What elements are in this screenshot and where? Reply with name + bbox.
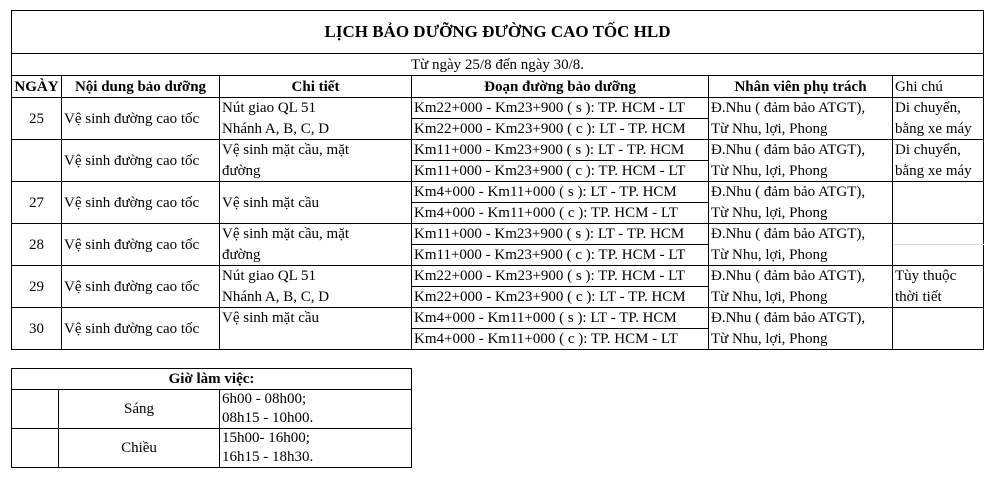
morning-time-2: 08h15 - 10h00.: [220, 409, 412, 429]
segment-cell: Km4+000 - Km11+000 ( s ): LT - TP. HCM: [412, 182, 709, 203]
note-cell: thời tiết: [893, 287, 984, 308]
segment-cell: Km4+000 - Km11+000 ( c ): TP. HCM - LT: [412, 329, 709, 350]
afternoon-time-2: 16h15 - 18h30.: [220, 448, 412, 468]
note-cell: bằng xe máy: [893, 161, 984, 182]
schedule-table: [11, 10, 984, 350]
hours-blank: [12, 429, 59, 468]
content-cell: Vệ sinh đường cao tốc: [62, 140, 220, 182]
note-cell: Di chuyển,: [893, 140, 984, 161]
day-cell: 30: [12, 308, 62, 350]
segment-cell: Km11+000 - Km23+900 ( s ): LT - TP. HCM: [412, 224, 709, 245]
page-title: LỊCH BẢO DƯỠNG ĐƯỜNG CAO TỐC HLD: [12, 11, 984, 54]
header-ngay: NGÀY: [12, 76, 62, 98]
staff-cell: Đ.Nhu ( đảm bảo ATGT),: [709, 98, 893, 119]
header-nhan-vien: Nhân viên phụ trách: [709, 76, 893, 98]
hours-blank: [12, 390, 59, 429]
working-hours: [11, 368, 412, 468]
content-cell: Vệ sinh đường cao tốc: [62, 224, 220, 266]
staff-cell: Đ.Nhu ( đảm bảo ATGT),: [709, 308, 893, 329]
segment-cell: Km4+000 - Km11+000 ( s ): LT - TP. HCM: [412, 308, 709, 329]
detail-cell: đường: [220, 245, 412, 266]
segment-cell: Km11+000 - Km23+900 ( s ): LT - TP. HCM: [412, 140, 709, 161]
table-row: [12, 224, 984, 245]
day-cell: [12, 140, 62, 182]
segment-cell: Km11+000 - Km23+900 ( c ): TP. HCM - LT: [412, 245, 709, 266]
header-row: [12, 76, 984, 98]
segment-cell: Km4+000 - Km11+000 ( c ): TP. HCM - LT: [412, 203, 709, 224]
segment-cell: Km22+000 - Km23+900 ( s ): TP. HCM - LT: [412, 98, 709, 119]
detail-cell: Vệ sinh mặt cầu: [220, 308, 412, 350]
table-row: [12, 140, 984, 161]
content-cell: Vệ sinh đường cao tốc: [62, 308, 220, 350]
day-cell: 27: [12, 182, 62, 224]
note-cell: Tùy thuộc: [893, 266, 984, 287]
staff-cell: Đ.Nhu ( đảm bảo ATGT),: [709, 140, 893, 161]
note-cell: [893, 245, 984, 266]
morning-time-1: 6h00 - 08h00;: [220, 390, 412, 410]
note-cell: [893, 308, 984, 350]
day-cell: 29: [12, 266, 62, 308]
header-chi-tiet: Chi tiết: [220, 76, 412, 98]
staff-cell: Từ Nhu, lợi, Phong: [709, 119, 893, 140]
note-cell: [893, 182, 984, 224]
note-cell: bằng xe máy: [893, 119, 984, 140]
note-cell: Di chuyển,: [893, 98, 984, 119]
segment-cell: Km22+000 - Km23+900 ( s ): TP. HCM - LT: [412, 266, 709, 287]
staff-cell: Từ Nhu, lợi, Phong: [709, 329, 893, 350]
staff-cell: Từ Nhu, lợi, Phong: [709, 287, 893, 308]
morning-label: Sáng: [59, 390, 220, 429]
content-cell: Vệ sinh đường cao tốc: [62, 98, 220, 140]
afternoon-time-1: 15h00- 16h00;: [220, 429, 412, 449]
segment-cell: Km22+000 - Km23+900 ( c ): LT - TP. HCM: [412, 119, 709, 140]
hours-title: Giờ làm việc:: [12, 369, 412, 390]
segment-cell: Km11+000 - Km23+900 ( c ): TP. HCM - LT: [412, 161, 709, 182]
date-range: Từ ngày 25/8 đến ngày 30/8.: [12, 54, 984, 76]
content-cell: Vệ sinh đường cao tốc: [62, 266, 220, 308]
schedule-sheet: [11, 10, 984, 350]
day-cell: 25: [12, 98, 62, 140]
staff-cell: Từ Nhu, lợi, Phong: [709, 161, 893, 182]
detail-cell: Nhánh A, B, C, D: [220, 287, 412, 308]
note-cell: [893, 224, 984, 245]
detail-cell: Vệ sinh mặt cầu: [220, 182, 412, 224]
detail-cell: Vệ sinh mặt cầu, mặt: [220, 140, 412, 161]
table-row: [12, 182, 984, 203]
header-noi-dung: Nội dung bảo dưỡng: [62, 76, 220, 98]
detail-cell: Nút giao QL 51: [220, 98, 412, 119]
header-ghi-chu: Ghi chú: [893, 76, 984, 98]
table-row: [12, 308, 984, 329]
staff-cell: Đ.Nhu ( đảm bảo ATGT),: [709, 224, 893, 245]
segment-cell: Km22+000 - Km23+900 ( c ): LT - TP. HCM: [412, 287, 709, 308]
detail-cell: Vệ sinh mặt cầu, mặt: [220, 224, 412, 245]
staff-cell: Đ.Nhu ( đảm bảo ATGT),: [709, 266, 893, 287]
table-row: [12, 266, 984, 287]
staff-cell: Đ.Nhu ( đảm bảo ATGT),: [709, 182, 893, 203]
detail-cell: Nút giao QL 51: [220, 266, 412, 287]
detail-cell: đường: [220, 161, 412, 182]
staff-cell: Từ Nhu, lợi, Phong: [709, 245, 893, 266]
day-cell: 28: [12, 224, 62, 266]
content-cell: Vệ sinh đường cao tốc: [62, 182, 220, 224]
staff-cell: Từ Nhu, lợi, Phong: [709, 203, 893, 224]
detail-cell: Nhánh A, B, C, D: [220, 119, 412, 140]
header-doan-duong: Đoạn đường bảo dưỡng: [412, 76, 709, 98]
hours-table: [11, 368, 412, 468]
table-row: [12, 98, 984, 119]
afternoon-label: Chiều: [59, 429, 220, 468]
